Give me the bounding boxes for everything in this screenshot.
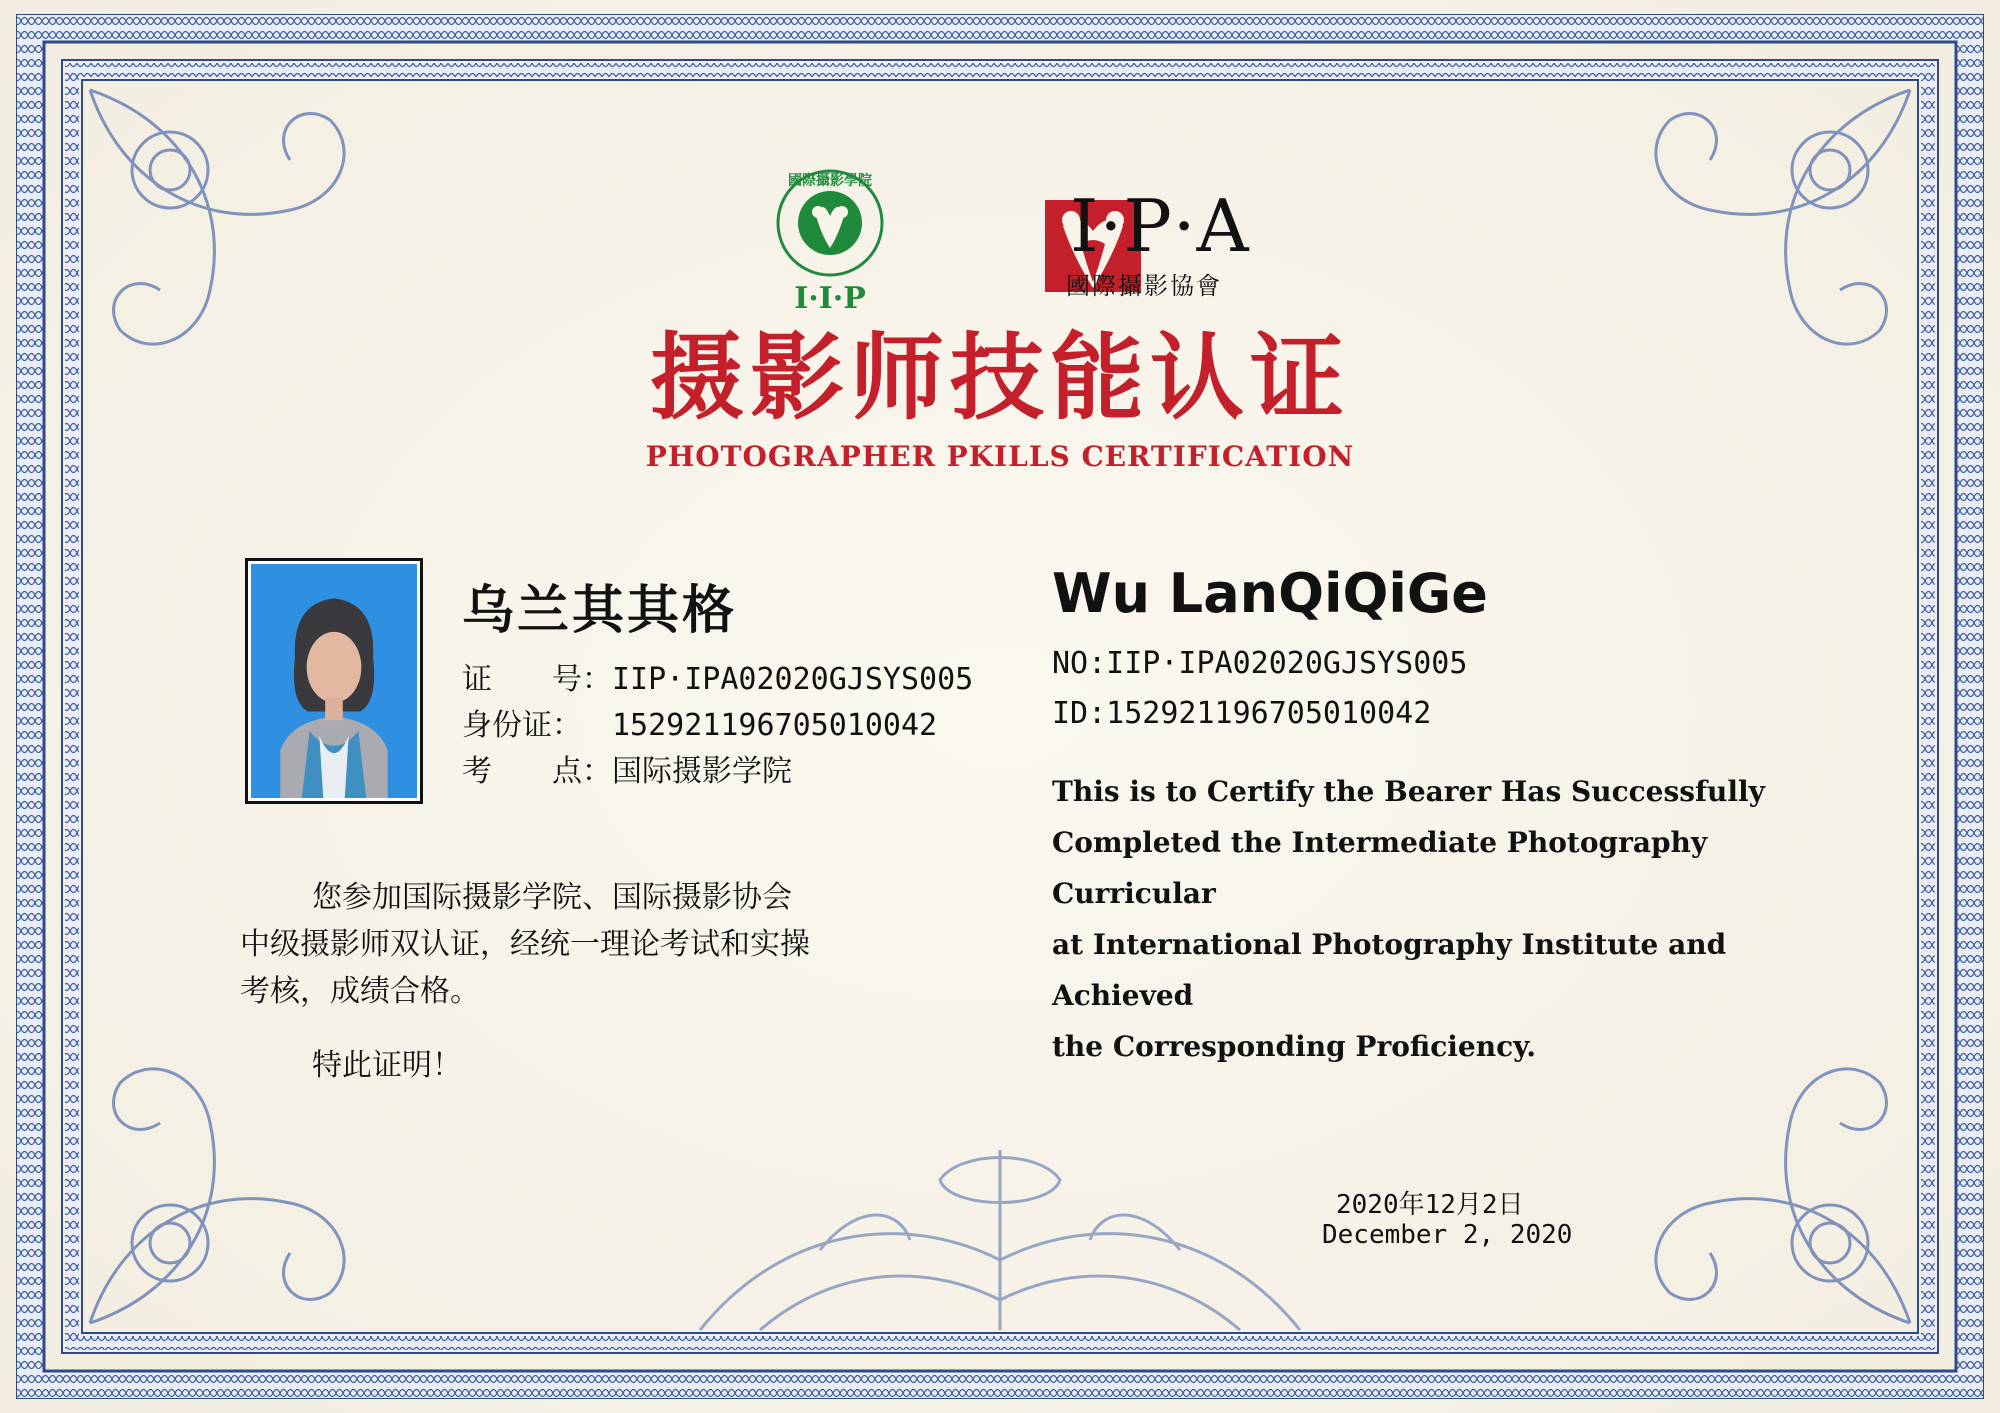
body-en-line3: at International Photography Institute and Achieved bbox=[1052, 928, 1727, 1012]
ipa-logo-text: I·P·A bbox=[1070, 184, 1250, 268]
body-en-line2: Completed the Intermediate Photography Curricular bbox=[1052, 826, 1708, 910]
id-number-label: 身份证： bbox=[462, 708, 582, 743]
holder-photo bbox=[245, 558, 423, 804]
iip-ring-text: 國際攝影學院 bbox=[788, 173, 872, 189]
ipa-logo-subtitle: 國際攝影協會 bbox=[1066, 272, 1222, 300]
body-cn-line3: 考核，成绩合格。 bbox=[240, 974, 480, 1009]
exam-site-value: 国际摄影学院 bbox=[612, 754, 792, 789]
id-number-en: ID:152921196705010042 bbox=[1052, 696, 1432, 731]
body-cn-line1: 您参加国际摄影学院、国际摄影协会 bbox=[312, 880, 792, 915]
certificate-title-cn: 摄影师技能认证 bbox=[649, 324, 1350, 433]
body-text-en bbox=[1052, 766, 1812, 1072]
issue-date-en: December 2, 2020 bbox=[1322, 1220, 1573, 1250]
holder-name-en: Wu LanQiQiGe bbox=[1052, 562, 1488, 625]
body-en-line4: the Corresponding Proficiency. bbox=[1052, 1030, 1536, 1063]
body-en-line1: This is to Certify the Bearer Has Successfully bbox=[1052, 775, 1765, 808]
id-number-value: 152921196705010042 bbox=[612, 708, 938, 743]
body-text-cn bbox=[240, 874, 940, 1015]
holder-name-cn: 乌兰其其格 bbox=[462, 581, 738, 641]
exam-site-label: 考 点： bbox=[462, 754, 612, 789]
certificate-number-value: IIP·IPA02020GJSYS005 bbox=[612, 662, 974, 697]
exam-site-row bbox=[462, 746, 792, 790]
issue-date-cn: 2020年12月2日 bbox=[1336, 1190, 1524, 1220]
id-number-row bbox=[462, 700, 937, 744]
closing-cn: 特此证明！ bbox=[312, 1048, 462, 1083]
certificate-number-row bbox=[462, 654, 973, 698]
body-cn-line2: 中级摄影师双认证，经统一理论考试和实操 bbox=[240, 927, 810, 962]
certificate-number-en: NO:IIP·IPA02020GJSYS005 bbox=[1052, 646, 1468, 681]
iip-logo-text: I·I·P bbox=[794, 281, 866, 313]
certificate-title-en: PHOTOGRAPHER PKILLS CERTIFICATION bbox=[645, 440, 1355, 473]
certificate-number-label: 证 号： bbox=[462, 662, 612, 697]
